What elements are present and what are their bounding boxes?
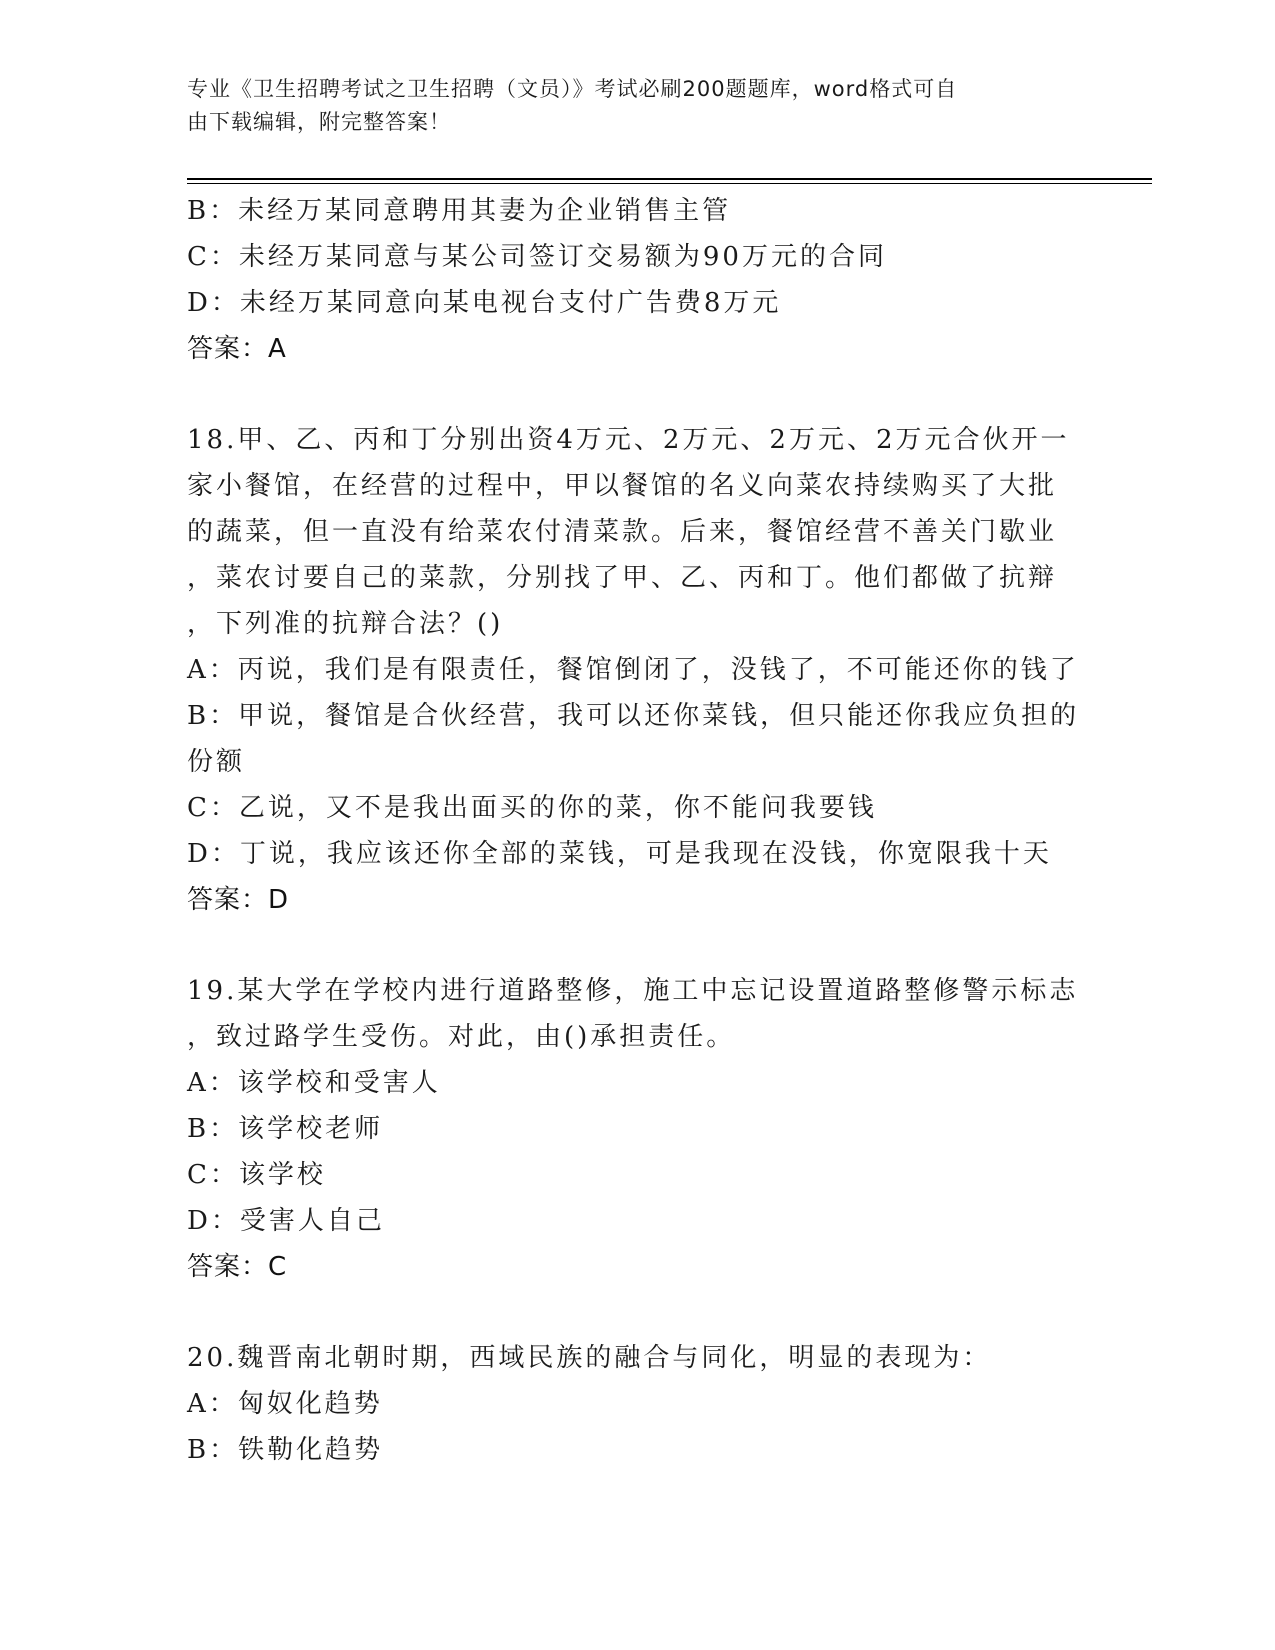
question-stem-line: 20.魏晋南北朝时期，西域民族的融合与同化，明显的表现为： — [187, 1343, 992, 1373]
option-a: A：丙说，我们是有限责任，餐馆倒闭了，没钱了，不可能还你的钱了 — [187, 655, 1079, 685]
option-d: D：未经万某同意向某电视台支付广告费8万元 — [187, 288, 782, 318]
spacer — [187, 372, 1087, 417]
question-17-tail — [187, 188, 1087, 372]
answer-line: 答案：D — [187, 885, 290, 915]
question-stem-line: 的蔬菜，但一直没有给菜农付清菜款。后来，餐馆经营不善关门歇业 — [187, 517, 1058, 547]
option-c: C：未经万某同意与某公司签订交易额为90万元的合同 — [187, 242, 887, 272]
question-stem-line: 18.甲、乙、丙和丁分别出资4万元、2万元、2万元、2万元合伙开一 — [187, 425, 1070, 455]
option-c: C：该学校 — [187, 1160, 326, 1190]
option-a: A：匈奴化趋势 — [187, 1389, 383, 1419]
option-b-continued: 份额 — [187, 747, 246, 777]
option-d: D：丁说，我应该还你全部的菜钱，可是我现在没钱，你宽限我十天 — [187, 839, 1052, 869]
question-19 — [187, 968, 1087, 1290]
header-line-1: 专业《卫生招聘考试之卫生招聘（文员）》考试必刷200题题库，word格式可自 — [187, 77, 958, 101]
header-line-2: 由下载编辑，附完整答案！ — [187, 110, 451, 134]
document-body — [187, 188, 1087, 1473]
header-rule-thin — [187, 183, 1152, 184]
option-b: B：铁勒化趋势 — [187, 1435, 384, 1465]
question-stem-line: 家小餐馆，在经营的过程中，甲以餐馆的名义向菜农持续购买了大批 — [187, 471, 1058, 501]
option-c: C：乙说，又不是我出面买的你的菜，你不能问我要钱 — [187, 793, 877, 823]
spacer — [187, 1290, 1087, 1335]
option-b: B：甲说，餐馆是合伙经营，我可以还你菜钱，但只能还你我应负担的 — [187, 701, 1080, 731]
option-a: A：该学校和受害人 — [187, 1068, 441, 1098]
answer-line: 答案：A — [187, 334, 287, 364]
document-header — [187, 73, 1087, 139]
question-20 — [187, 1335, 1087, 1473]
question-stem-line: ，致过路学生受伤。对此，由()承担责任。 — [187, 1022, 736, 1052]
option-b: B：未经万某同意聘用其妻为企业销售主管 — [187, 196, 732, 226]
question-18 — [187, 417, 1087, 923]
answer-line: 答案：C — [187, 1252, 288, 1282]
question-stem-line: ，菜农讨要自己的菜款，分别找了甲、乙、丙和丁。他们都做了抗辩 — [187, 563, 1058, 593]
question-stem-line: 19.某大学在学校内进行道路整修，施工中忘记设置道路整修警示标志 — [187, 976, 1079, 1006]
header-rule-thick — [187, 178, 1152, 180]
question-stem-line: ，下列准的抗辩合法？() — [187, 609, 504, 639]
spacer — [187, 923, 1087, 968]
option-d: D：受害人自己 — [187, 1206, 385, 1236]
option-b: B：该学校老师 — [187, 1114, 384, 1144]
